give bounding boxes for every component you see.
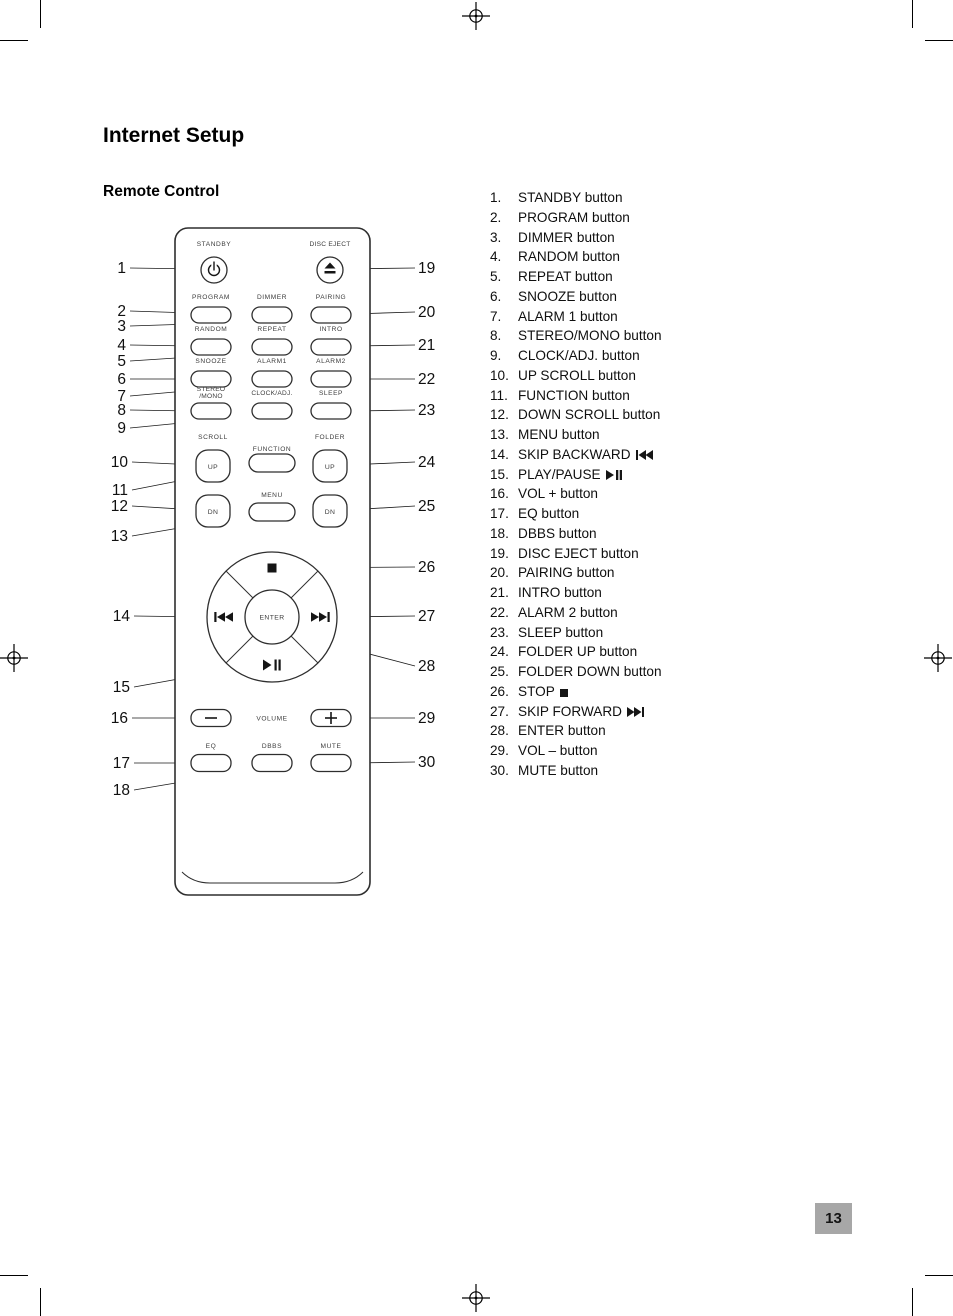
svg-text:CLOCK/ADJ.: CLOCK/ADJ. [251,390,293,397]
dimmer-button [252,294,292,323]
svg-text:REPEAT: REPEAT [257,326,287,333]
legend-item-number: 25. [490,664,509,679]
callout-number: 14 [112,608,130,625]
legend-item-text: DISC EJECT button [518,545,639,561]
callout-number: 9 [117,420,126,437]
legend-item [490,662,662,682]
legend-item [490,603,662,623]
legend-item-text: ALARM 1 button [518,308,618,324]
folder-up-button [313,450,347,482]
callout-number: 25 [418,498,436,515]
program-button [191,294,231,323]
legend-item [490,583,662,603]
legend-item-number: 16. [490,486,509,502]
legend-item-text: VOL + button [518,486,598,502]
scroll-label: SCROLL [198,434,228,441]
stop-icon [560,689,568,697]
legend-item-text: UP SCROLL button [518,367,636,383]
callout-number: 13 [110,528,128,545]
legend-item-number: 15. [490,466,509,482]
legend-item [490,228,662,248]
folder-label: FOLDER [314,434,346,441]
legend-item [490,208,662,228]
legend-item-text: SKIP BACKWARD [518,446,631,462]
up-scroll-button [196,450,230,482]
legend-item-number: 29. [490,743,509,758]
legend-item-text: SKIP FORWARD [518,703,622,719]
stop-icon [268,564,277,573]
legend-item [490,425,662,445]
random-button [191,326,231,355]
registration-mark [462,2,490,30]
callout-number: 8 [117,402,126,419]
legend-item-text: INTRO button [518,585,602,600]
svg-text:PAIRING: PAIRING [315,294,347,301]
svg-text:STEREO: STEREO [196,386,226,393]
repeat-button [252,326,292,355]
callout-number: 7 [117,388,126,405]
crop-mark [40,1288,41,1316]
callout-number: 19 [418,260,436,277]
callout-number: 17 [112,755,130,772]
svg-text:STANDBY: STANDBY [196,241,232,248]
callout-number: 15 [112,679,130,696]
legend-item-text: MUTE button [518,762,599,778]
callout-number: 29 [418,710,436,727]
legend-item [490,484,662,504]
svg-text:EQ: EQ [205,743,217,750]
callout-number: 23 [418,402,436,419]
callout-number: 6 [117,371,126,388]
legend-list [490,188,662,781]
legend-item-number: 1. [490,190,502,205]
legend-item [490,188,662,208]
skip-backward-icon [636,450,653,460]
crop-mark [925,1275,953,1276]
legend-item-number: 9. [490,348,502,363]
volume-label: VOLUME [256,715,288,723]
svg-text:/MONO: /MONO [199,393,223,400]
svg-text:MUTE: MUTE [320,743,342,750]
legend-item-text: SNOOZE button [518,288,617,304]
svg-text:FUNCTION: FUNCTION [252,446,292,453]
svg-text:DN: DN [324,509,336,516]
down-scroll-button [196,495,230,527]
callout-number: 28 [418,658,436,675]
legend-item [490,307,662,327]
legend-item-number: 2. [490,209,502,225]
legend-item-number: 24. [490,644,509,660]
legend-item [490,445,662,465]
legend-item [490,465,662,485]
legend-item [490,623,662,643]
clock-adj-button [251,390,292,419]
svg-text:MENU: MENU [261,492,283,499]
legend-item [490,287,662,307]
crop-mark [912,1288,913,1316]
crop-mark [0,1275,28,1276]
legend-item-text: ENTER button [518,723,606,739]
alarm2-button [311,358,351,387]
legend-item-text: PLAY/PAUSE [518,466,601,482]
enter-button [245,590,299,644]
function-button [249,446,295,472]
svg-text:ALARM1: ALARM1 [257,358,287,365]
legend-item-text: FUNCTION button [518,387,630,403]
legend-item-number: 26. [490,683,509,699]
legend-item-text: MENU button [518,427,600,442]
legend-item [490,761,662,781]
legend-item-number: 28. [490,723,509,739]
legend-item-text: VOL – button [518,743,598,758]
callout-number: 27 [418,608,436,625]
callout-number: 2 [117,303,126,320]
callout-numbers-left [111,260,131,799]
callout-number: 10 [110,454,128,471]
svg-text:SNOOZE: SNOOZE [195,358,227,365]
legend-item-number: 30. [490,762,509,778]
callout-number: 16 [110,710,128,727]
legend-item-text: REPEAT button [518,269,613,284]
legend-item-number: 6. [490,288,502,304]
legend-item-text: PAIRING button [518,565,615,581]
legend-item [490,563,662,583]
legend-item-number: 22. [490,604,509,620]
legend-item-text: STEREO/MONO button [518,328,662,344]
crop-mark [912,0,913,28]
legend-item [490,524,662,544]
page-title: Internet Setup [103,124,245,147]
crop-mark [0,40,28,41]
legend-item-number: 5. [490,269,502,284]
legend-item-text: DIMMER button [518,229,615,245]
legend-item-text: RANDOM button [518,249,620,265]
callout-number: 18 [112,782,130,799]
remote-diagram [100,225,445,905]
legend-item [490,405,662,425]
legend-item-number: 21. [490,585,509,600]
legend-item [490,642,662,662]
callout-number: 30 [418,754,436,771]
svg-text:PROGRAM: PROGRAM [192,294,230,301]
legend-item-number: 20. [490,565,509,581]
svg-text:ALARM2: ALARM2 [316,358,346,365]
callout-number: 20 [418,304,436,321]
legend-item [490,346,662,366]
legend-item-number: 17. [490,506,509,521]
registration-mark [924,644,952,672]
svg-text:ENTER: ENTER [259,614,285,622]
svg-text:UP: UP [324,464,336,471]
legend-item-number: 11. [490,387,508,403]
legend-item [490,544,662,564]
legend-item-number: 13. [490,427,509,442]
section-title: Remote Control [103,183,220,200]
legend-item-number: 19. [490,545,509,561]
play-pause-icon [606,470,623,480]
legend-item-number: 4. [490,249,502,265]
legend-item-text: PROGRAM button [518,209,630,225]
legend-item [490,721,662,741]
navigation-pad [207,552,337,682]
svg-text:DISC EJECT: DISC EJECT [309,241,351,248]
callout-number: 24 [418,454,436,471]
legend-item-text: FOLDER DOWN button [518,664,662,679]
callout-numbers-right [418,260,436,771]
legend-item-text: STANDBY button [518,190,623,205]
legend-item-text: DOWN SCROLL button [518,407,661,423]
legend-item-text: CLOCK/ADJ. button [518,348,640,363]
svg-text:DIMMER: DIMMER [256,294,288,301]
legend-item [490,366,662,386]
registration-mark [462,1284,490,1312]
legend-item [490,386,662,406]
snooze-button [191,358,231,387]
callout-number: 11 [111,482,128,499]
legend-item [490,247,662,267]
crop-mark [925,40,953,41]
legend-item-number: 18. [490,525,509,541]
legend-item-text: EQ button [518,506,580,521]
legend-item-text: SLEEP button [518,624,604,640]
registration-mark [0,644,28,672]
callout-number: 21 [418,337,436,354]
legend-item [490,504,662,524]
legend-item-number: 7. [490,308,502,324]
crop-mark [40,0,41,28]
legend-item-text: ALARM 2 button [518,604,618,620]
svg-text:DBBS: DBBS [261,743,283,750]
legend-item-number: 3. [490,229,502,245]
legend-item [490,682,662,702]
volume-plus-button [311,710,351,727]
callout-number: 22 [418,371,436,388]
callout-number: 4 [117,337,126,354]
svg-text:DN: DN [207,509,219,516]
legend-item-number: 27. [490,703,509,719]
legend-item-number: 14. [490,446,509,462]
legend-item-text: FOLDER UP button [518,644,638,660]
callout-number: 12 [110,498,128,515]
legend-item [490,267,662,287]
legend-item-text: DBBS button [518,525,597,541]
callout-number: 3 [117,318,126,335]
svg-text:UP: UP [207,464,219,471]
svg-text:RANDOM: RANDOM [194,326,228,333]
folder-down-button [313,495,347,527]
svg-text:SLEEP: SLEEP [318,390,344,397]
legend-item [490,702,662,722]
legend-item-number: 23. [490,624,509,640]
legend-item [490,741,662,761]
callout-number: 1 [117,260,126,277]
legend-item-text: STOP [518,683,555,699]
page-number-badge: 13 [815,1203,852,1234]
svg-text:INTRO: INTRO [319,326,343,333]
volume-minus-button [191,710,231,727]
callout-number: 5 [117,353,126,370]
pairing-button [311,294,351,323]
legend-item-number: 8. [490,328,502,344]
legend-item [490,326,662,346]
alarm1-button [252,358,292,387]
callout-number: 26 [418,559,436,576]
skip-forward-icon [627,707,644,717]
legend-item-number: 12. [490,407,509,423]
legend-item-number: 10. [490,367,509,383]
